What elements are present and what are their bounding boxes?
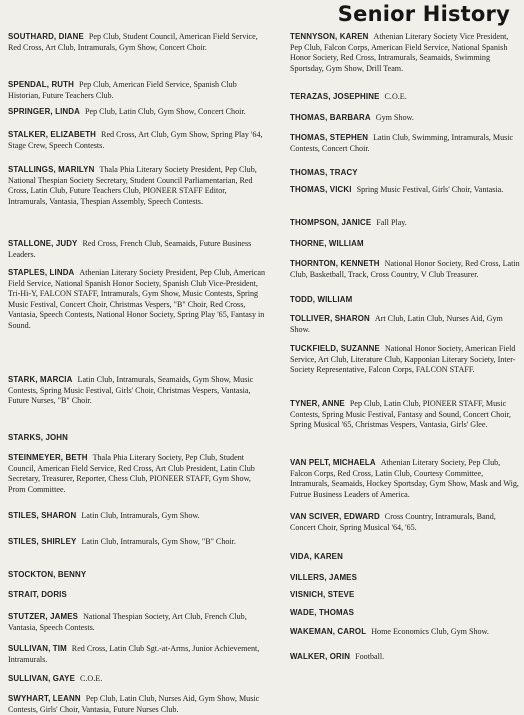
senior-entry	[8, 130, 266, 151]
student-name: TOLLIVER, SHARON	[290, 314, 370, 323]
senior-entry	[290, 218, 520, 229]
senior-entry	[290, 458, 520, 500]
senior-entry	[8, 32, 266, 53]
student-name: STARKS, JOHN	[8, 433, 68, 442]
student-name: THORNTON, KENNETH	[290, 259, 380, 268]
senior-entry	[8, 80, 266, 101]
student-activities: Gym Show.	[375, 113, 414, 122]
student-activities: Cross Country, Intramurals, Band, Concert Choir, Spring Musical '64, '65.	[290, 512, 496, 532]
senior-entry	[290, 344, 520, 376]
senior-entry	[290, 185, 520, 196]
student-name: SOUTHARD, DIANE	[8, 32, 84, 41]
student-activities: Latin Club, Intramurals, Seamaids, Gym Show, Music Contests, Spring Music Festival, Girls' Choir, Christmas Vespers, Vantasia, Future Nurses, "B" Choir.	[8, 375, 254, 406]
student-activities: Pep Club, Latin Club, Gym Show, Concert Choir.	[84, 107, 246, 116]
senior-entry	[8, 375, 266, 407]
student-name: THOMAS, VICKI	[290, 185, 352, 194]
student-activities: Athenian Literary Society Vice President, Pep Club, Falcon Corps, American Field Service, National Spanish Honor Society, Red Cross, Intramurals, Seamaids, Swimming Sportsday, Gym Show, Drill Team.	[290, 32, 509, 73]
student-activities: National Thespian Society, Art Club, French Club, Vantasia, Speech Contests.	[8, 612, 247, 632]
senior-entry	[290, 552, 520, 563]
student-name: VAN PELT, MICHAELA	[290, 458, 376, 467]
student-name: VIDA, KAREN	[290, 552, 343, 561]
student-activities: Athenian Literary Society, Pep Club, Falcon Corps, Red Cross, Latin Club, Courtesy Committee, Intramurals, Seamaids, Hockey Sportsday, Gym Show, Mask and Wig, Futrue Business Leaders of America.	[290, 458, 519, 499]
student-name: THOMAS, TRACY	[290, 168, 358, 177]
senior-entry	[8, 239, 266, 260]
senior-entry	[290, 259, 520, 280]
student-name: STILES, SHIRLEY	[8, 537, 77, 546]
student-activities: Spring Music Festival, Girls' Choir, Vantasia.	[356, 185, 504, 194]
student-name: SULLIVAN, GAYE	[8, 674, 75, 683]
senior-entry	[8, 570, 266, 581]
student-name: STALKER, ELIZABETH	[8, 130, 97, 139]
student-activities: Fall Play.	[376, 218, 407, 227]
student-activities: Football.	[355, 652, 385, 661]
senior-entry	[290, 92, 520, 103]
senior-entry	[8, 453, 266, 495]
student-name: TYNER, ANNE	[290, 399, 345, 408]
senior-entry	[290, 652, 520, 663]
student-activities: C.O.E.	[384, 92, 407, 101]
student-name: VAN SCIVER, EDWARD	[290, 512, 380, 521]
student-name: STILES, SHARON	[8, 511, 77, 520]
student-activities: C.O.E.	[80, 674, 103, 683]
student-activities: Athenian Literary Society President, Pep Club, American Field Service, National Spanish Honor Society, Spanish Club Vice-President, Tri-Hi-Y, FALCON STAFF, Intramurals, Gym Show, Music Contests, Spring Music Festival, Concert Choir, Christmas Vespers, "B" Choir, Red Cross, Vantasia, Speech Contests, National Honor Society, Spring Play '65, Fantasy in Sound.	[8, 268, 266, 330]
student-name: THORNE, WILLIAM	[290, 239, 364, 248]
senior-entry	[8, 674, 266, 685]
student-activities: Thala Phia Literary Society, Pep Club, Student Council, American Field Service, Red Cross, Art Club President, Latin Club Secretary, Treasurer, Reporter, Chess Club, PIONEER STAFF, Gym Show, Prom Committee.	[8, 453, 255, 494]
student-name: SULLIVAN, TIM	[8, 644, 67, 653]
student-name: TENNYSON, KAREN	[290, 32, 369, 41]
student-activities: Pep Club, Latin Club, PIONEER STAFF, Music Contests, Spring Music Festival, Fantasy and Sound, Concert Choir, Spring Musical '65, Christmas Vespers, Vantasia, Girls' Glee.	[290, 399, 511, 430]
senior-entry	[290, 133, 520, 154]
senior-entry	[8, 107, 266, 118]
student-activities: Latin Club, Swimming, Intramurals, Music Contests, Concert Choir.	[290, 133, 514, 153]
senior-entry	[8, 511, 266, 522]
senior-entry	[290, 590, 520, 601]
student-activities: Red Cross, Art Club, Gym Show, Spring Play '64, Stage Crew, Speech Contests.	[8, 130, 263, 150]
student-name: SPRINGER, LINDA	[8, 107, 80, 116]
student-name: WADE, THOMAS	[290, 608, 355, 617]
student-name: STUTZER, JAMES	[8, 612, 79, 621]
student-activities: Thala Phia Literary Society President, Pep Club, National Thespian Society Secretary, Student Council Parliamentarian, Red Cross, Latin Club, Future Teachers Club, PIONEER STAFF Editor, Intramurals, Vantasia, Thespian Assembly, Speech Contests.	[8, 165, 257, 206]
student-activities: Pep Club, Student Council, American Field Service, Red Cross, Art Club, Intramurals, Gym Show, Concert Choir.	[8, 32, 258, 52]
senior-entry	[290, 113, 520, 124]
student-activities: National Honor Society, American Field Service, Art Club, Literature Club, Kapponian Literary Society, Inter-Society Representative, Falcon Corps, FALCON STAFF.	[290, 344, 516, 375]
student-name: WAKEMAN, CAROL	[290, 627, 367, 636]
student-activities: Home Economics Club, Gym Show.	[371, 627, 489, 636]
student-name: THOMAS, BARBARA	[290, 113, 371, 122]
senior-entry	[290, 295, 520, 306]
student-activities: Red Cross, French Club, Seamaids, Future Business Leaders.	[8, 239, 252, 259]
student-activities: Pep Club, Latin Club, Nurses Aid, Gym Show, Music Contests, Girls' Choir, Vantasia, Future Nurses Club.	[8, 694, 260, 714]
senior-entry	[8, 268, 266, 332]
student-activities: Latin Club, Intramurals, Gym Show.	[81, 511, 200, 520]
student-name: VISNICH, STEVE	[290, 590, 355, 599]
senior-entry	[8, 165, 266, 207]
student-activities: Pep Club, American Field Service, Spanish Club Historian, Future Teachers Club.	[8, 80, 237, 100]
student-activities: Red Cross, Latin Club Sgt.-at-Arms, Junior Achievement, Intramurals.	[8, 644, 260, 664]
senior-entry	[8, 590, 266, 601]
senior-entry	[290, 314, 520, 335]
senior-entry	[290, 32, 520, 74]
student-name: STAPLES, LINDA	[8, 268, 75, 277]
student-name: STALLONE, JUDY	[8, 239, 78, 248]
student-name: WALKER, ORIN	[290, 652, 351, 661]
student-name: STEINMEYER, BETH	[8, 453, 88, 462]
student-name: STALLINGS, MARILYN	[8, 165, 95, 174]
student-name: SWYHART, LEANN	[8, 694, 81, 703]
senior-entry	[290, 239, 520, 250]
senior-entry	[290, 512, 520, 533]
senior-entry	[290, 627, 520, 638]
senior-entry	[8, 433, 266, 444]
student-name: THOMAS, STEPHEN	[290, 133, 369, 142]
senior-entry	[290, 573, 520, 584]
student-name: THOMPSON, JANICE	[290, 218, 372, 227]
senior-entry	[290, 608, 520, 619]
page-title: Senior History	[337, 2, 510, 26]
student-name: TERAZAS, JOSEPHINE	[290, 92, 380, 101]
senior-entry	[8, 694, 266, 715]
student-name: STOCKTON, BENNY	[8, 570, 87, 579]
student-name: STRAIT, DORIS	[8, 590, 67, 599]
student-activities: Latin Club, Intramurals, Gym Show, "B" Choir.	[81, 537, 236, 546]
student-name: SPENDAL, RUTH	[8, 80, 74, 89]
student-name: VILLERS, JAMES	[290, 573, 357, 582]
student-activities: Art Club, Latin Club, Nurses Aid, Gym Show.	[290, 314, 503, 334]
senior-entry	[290, 399, 520, 431]
student-name: TODD, WILLIAM	[290, 295, 353, 304]
student-activities: National Honor Society, Red Cross, Latin Club, Basketball, Track, Cross Country, V Club Treasurer.	[290, 259, 520, 279]
senior-entry	[290, 168, 520, 179]
senior-entry	[8, 612, 266, 633]
senior-entry	[8, 537, 266, 548]
senior-entry	[8, 644, 266, 665]
student-name: TUCKFIELD, SUZANNE	[290, 344, 380, 353]
student-name: STARK, MARCIA	[8, 375, 73, 384]
